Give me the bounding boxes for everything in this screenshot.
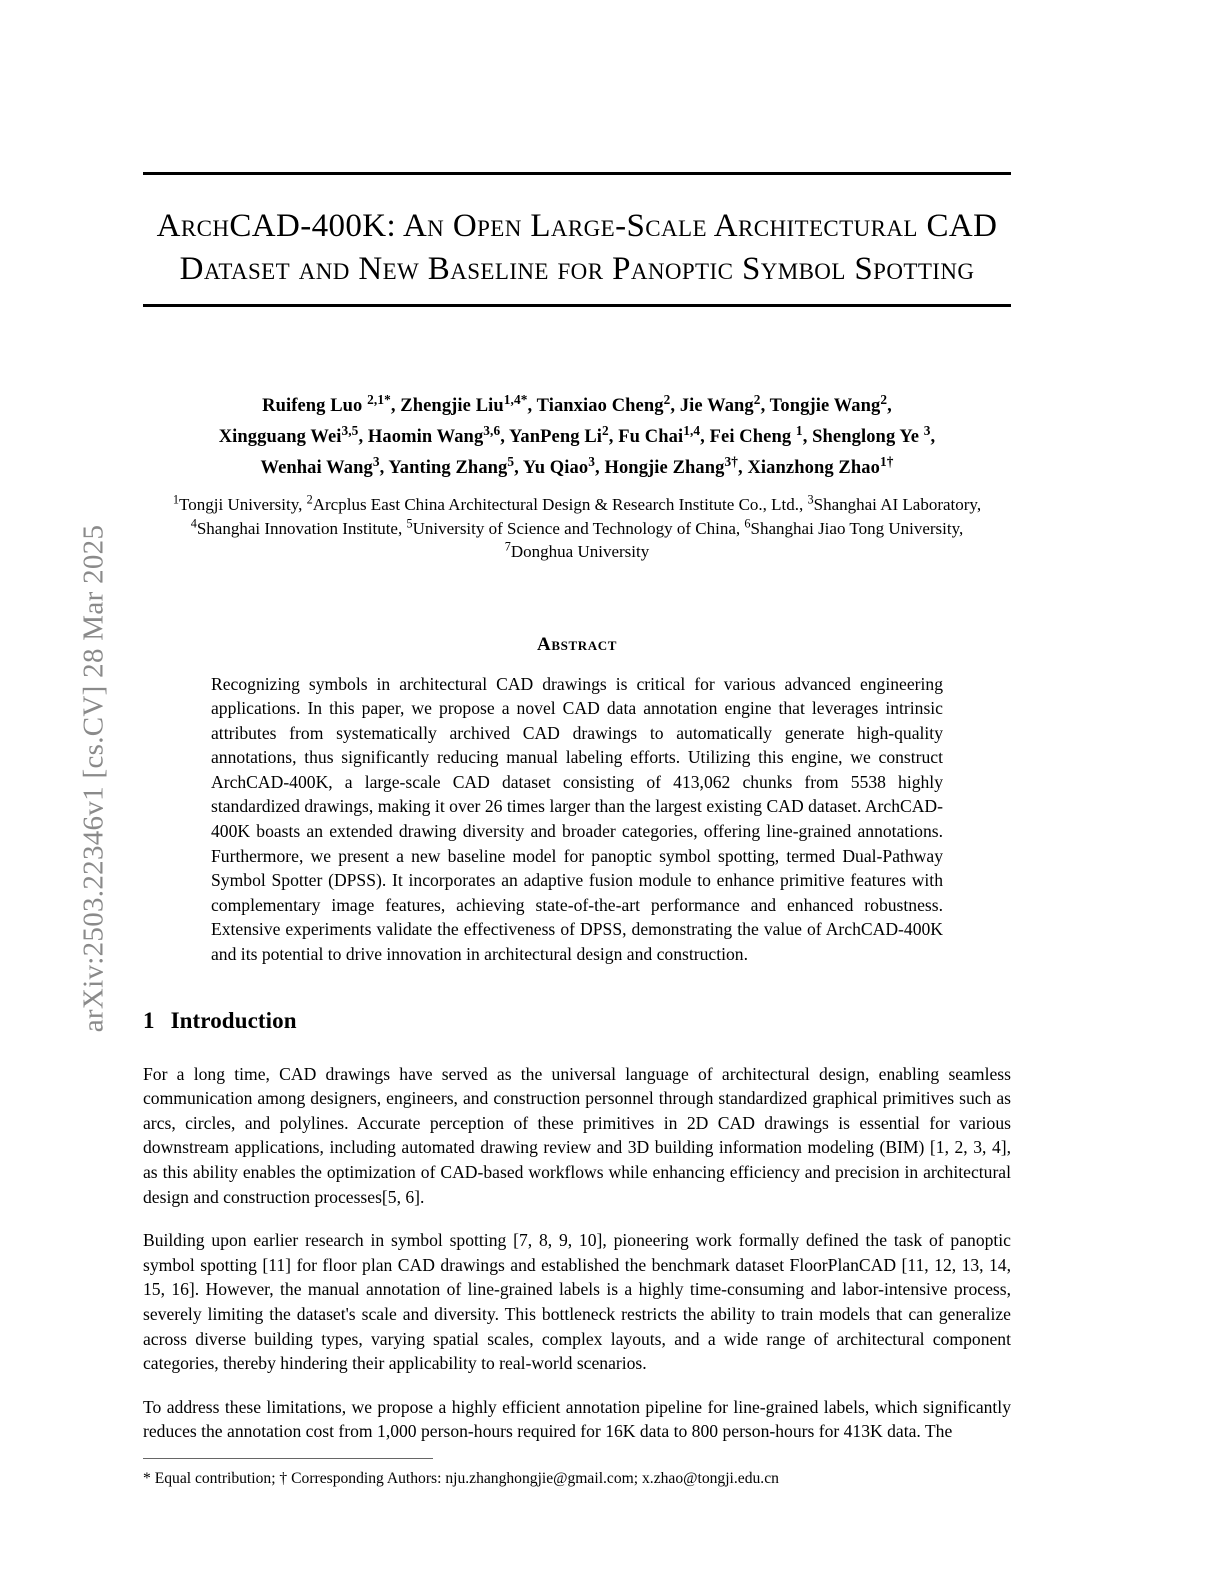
abstract-text: Recognizing symbols in architectural CAD drawings is critical for various advanced engineering applications. In this paper, we propose a novel CAD data annotation engine that leverages intrinsic attributes from systematically archived CAD drawings to automatically generate high-quality annotations, thus significantly reducing manual labeling efforts. Utilizing this engine, we construct ArchCAD-400K, a large-scale CAD dataset consisting of 413,062 chunks from 5538 highly standardized drawings, making it over 26 times larger than the largest existing CAD dataset. ArchCAD-400K boasts an extended drawing diversity and broader categories, offering line-grained annotations. Furthermore, we present a new baseline model for panoptic symbol spotting, termed Dual-Pathway Symbol Spotter (DPSS). It incorporates an adaptive fusion module to enhance primitive features with complementary image features, achieving state-of-the-art performance and enhanced robustness. Extensive experiments validate the effectiveness of DPSS, demonstrating the value of ArchCAD-400K and its potential to drive innovation in architectural design and construction. — [211, 673, 943, 965]
paper-content-column — [143, 0, 1011, 1489]
author-affiliation-marker: 2 — [602, 422, 609, 438]
author-affiliation-marker: 2 — [753, 391, 761, 407]
author-affiliation-marker: 3,5 — [341, 422, 359, 438]
author-line-3: Wenhai Wang$^3$, Yanting Zhang$^5$, Yu Qiao$^3$, Hongjie Zhang$^{3\dagger}$, Xianzhong Zhao$^{1\dagger}$ — [260, 453, 894, 478]
affiliation-block — [143, 493, 1011, 564]
affiliation-line-3: $^7$Donghua University — [504, 539, 650, 561]
footnote-text: * Equal contribution; † Corresponding Authors: nju.zhanghongjie@gmail.com; x.zhao@tongji.edu.cn — [143, 1469, 779, 1487]
author-affiliation-marker: 2 — [880, 391, 888, 407]
author-affiliation-marker: 1,4 — [683, 422, 701, 438]
introduction-paragraph-1: For a long time, CAD drawings have served as the universal language of architectural design, enabling seamless communication among designers, engineers, and construction personnel through standardized graphical primitives such as arcs, circles, and polylines. Accurate perception of these primitives in 2D CAD drawings is essential for various downstream applications, including automated drawing review and 3D building information modeling (BIM) [1, 2, 3, 4], as this ability enables the optimization of CAD-based workflows while enhancing efficiency and precision in architectural design and construction processes[5, 6]. — [143, 1063, 1011, 1207]
affiliation-marker: 7 — [504, 539, 511, 554]
arxiv-stamp: arXiv:2503.22346v1 [cs.CV] 28 Mar 2025 — [77, 524, 110, 1033]
title-rule-top — [143, 172, 1011, 175]
affiliation-marker: 5 — [406, 515, 413, 530]
author-affiliation-marker: 3,6 — [483, 422, 501, 438]
author-line-1: Ruifeng Luo $^{2,1*}$, Zhengjie Liu$^{1,4*}$, Tianxiao Cheng$^2$, Jie Wang$^2$, Tongjie Wang$^2$, — [262, 391, 892, 416]
footnote-separator — [143, 1458, 433, 1459]
author-block — [143, 391, 1011, 484]
author-affiliation-marker: 3† — [724, 453, 739, 469]
author-affiliation-marker: 1,4* — [503, 391, 528, 407]
author-affiliation-marker: 3 — [372, 453, 380, 469]
affiliation-marker: 6 — [744, 515, 751, 530]
affiliation-line-2: $^4$Shanghai Innovation Institute, $^5$University of Science and Technology of China, $^6$Shanghai Jiao Tong University, — [190, 515, 964, 538]
introduction-paragraph-3: To address these limitations, we propose a highly efficient annotation pipeline for line-grained labels, which significantly reduces the annotation cost from 1,000 person-hours required for 16K data to 800 person-hours for 413K data. The — [143, 1396, 1011, 1442]
title-rule-bottom — [143, 304, 1011, 307]
section-number: 1 — [143, 1007, 155, 1033]
abstract-heading: Abstract — [537, 633, 617, 655]
affiliation-line-1: $^1$Tongji University, $^2$Arcplus East China Architectural Design & Research Institute Co., Ltd., $^3$Shanghai AI Laboratory, — [172, 492, 982, 514]
author-affiliation-marker: 1 — [795, 422, 803, 438]
author-affiliation-marker: 2 — [663, 391, 671, 407]
section-title: Introduction — [170, 1007, 297, 1033]
introduction-paragraph-2: Building upon earlier research in symbol spotting [7, 8, 9, 10], pioneering work formally defined the task of panoptic symbol spotting [11] for floor plan CAD drawings and established the benchmark dataset FloorPlanCAD [11, 12, 13, 14, 15, 16]. However, the manual annotation of line-grained labels is a highly time-consuming and labor-intensive process, severely limiting the dataset's scale and diversity. This bottleneck restricts the ability to train models that can generalize across diverse building types, varying spatial scales, complex layouts, and a wide range of architectural component categories, thereby hindering their applicability to real-world scenarios. — [143, 1230, 1011, 1374]
author-affiliation-marker: 1† — [879, 453, 894, 469]
affiliation-marker: 4 — [190, 515, 197, 530]
author-affiliation-marker: 3 — [588, 453, 596, 469]
page-title: ArchCAD-400K: An Open Large-Scale Architectural CAD Dataset and New Baseline for Panoptic Symbol Spotting — [156, 208, 998, 287]
author-line-2: Xingguang Wei$^{3,5}$, Haomin Wang$^{3,6}$, YanPeng Li$^2$, Fu Chai$^{1,4}$, Fei Cheng $^1$, Shenglong Ye $^3$, — [218, 422, 936, 447]
affiliation-marker: 3 — [807, 492, 814, 507]
author-affiliation-marker: 3 — [923, 422, 931, 438]
section-heading-introduction — [143, 1008, 1011, 1034]
author-affiliation-marker: 2,1* — [367, 391, 391, 407]
affiliation-marker: 2 — [306, 492, 313, 507]
affiliation-marker: 1 — [172, 492, 180, 507]
author-affiliation-marker: 5 — [507, 453, 515, 469]
